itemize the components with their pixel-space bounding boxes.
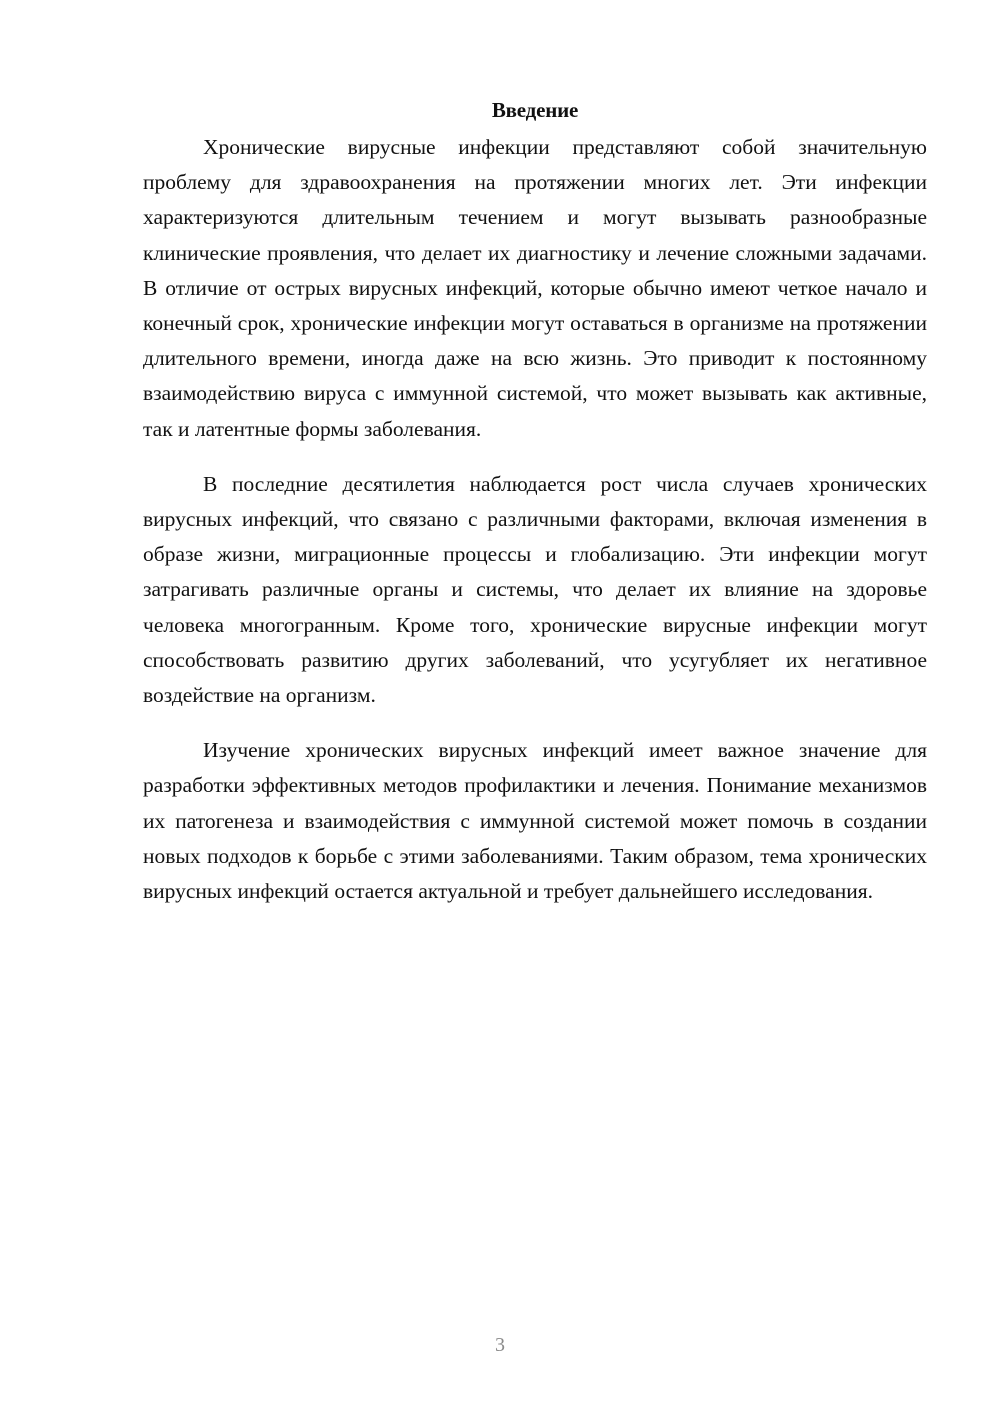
- paragraph-3: Изучение хронических вирусных инфекций имеет важное значение для разработки эффективных методов профилактики и лечения. Понимание механизмов их патогенеза и взаимодействия с иммунной системой может помочь в создании новых подходов к борьбе с этими заболеваниями. Таким образом, тема хронических вирусных инфекций остается актуальной и требует дальнейшего исследования.: [143, 738, 927, 904]
- paragraph-2: В последние десятилетия наблюдается рост числа случаев хронических вирусных инфекций, что связано с различными факторами, включая изменения в образе жизни, миграционные процессы и глобализацию. Эти инфекции могут затрагивать различные органы и системы, что делает их влияние на здоровье человека многогранным. Кроме того, хронические вирусные инфекции могут способствовать развитию других заболеваний, что усугубляет их негативное воздействие на организм.: [143, 471, 927, 708]
- page-content: [143, 94, 927, 929]
- page-number: 3: [495, 1334, 505, 1356]
- section-heading: Введение: [491, 98, 579, 122]
- paragraph-1: Хронические вирусные инфекции представляют собой значительную проблему для здравоохранения на протяжении многих лет. Эти инфекции характеризуются длительным течением и могут вызывать разнообразные клинические проявления, что делает их диагностику и лечение сложными задачами. В отличие от острых вирусных инфекций, которые обычно имеют четкое начало и конечный срок, хронические инфекции могут оставаться в организме на протяжении длительного времени, иногда даже на всю жизнь. Это приводит к постоянному взаимодействию вируса с иммунной системой, что может вызывать как активные, так и латентные формы заболевания.: [143, 135, 927, 441]
